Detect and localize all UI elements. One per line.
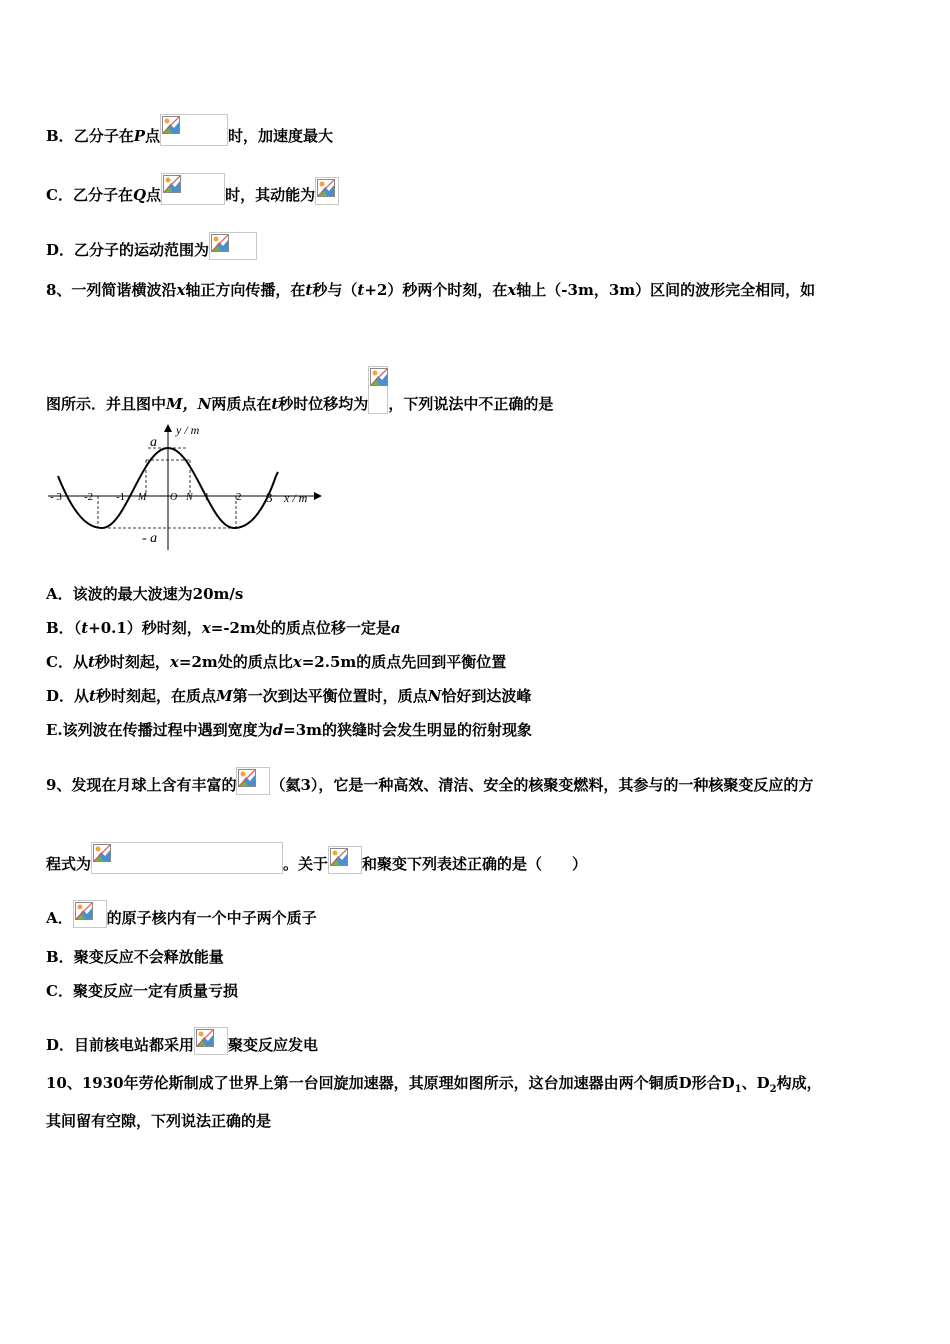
tick-label: 3 [266, 490, 273, 505]
q9-stem-line1: 9、发现在月球上含有丰富的 （氦3），它是一种高效、清洁、安全的核聚变燃料，其参与的一种核聚变反应的方 [46, 767, 813, 795]
broken-image-icon [160, 114, 228, 146]
tick-label: 1 [204, 491, 210, 503]
wave-graph [44, 420, 324, 555]
q9-option-c: C．聚变反应一定有质量亏损 [46, 982, 238, 1000]
q9-stem-line2: 程式为 。关于 和聚变下列表述正确的是（ ） [46, 842, 587, 874]
option-letter: C． [46, 186, 73, 204]
option-letter: D． [46, 241, 75, 259]
q8-option-a: A．该波的最大波速为20m/s [46, 585, 244, 603]
x-axis-arrow [314, 492, 322, 500]
tick-label: O [170, 492, 178, 503]
q7-option-b: B．乙分子在P点 时，加速度最大 [46, 114, 333, 146]
neg-amplitude-label: - a [142, 531, 158, 546]
q10-stem-line1: 10、1930年劳伦斯制成了世界上第一台回旋加速器，其原理如图所示，这台加速器由两个铜质D形合$D_1$、$D_2$构成， [46, 1074, 822, 1095]
tick-label: -1 [116, 491, 126, 503]
option-letter: C． [46, 982, 73, 1000]
q7-option-c: C．乙分子在Q点 时，其动能为 [46, 173, 339, 205]
q8-option-d: D．从t秒时刻起，在质点M第一次到达平衡位置时，质点N恰好到达波峰 [46, 687, 532, 705]
q8-stem-line1: 8、一列简谐横波沿x轴正方向传播，在t秒与（t+2）秒两个时刻，在x轴上（-3m，3m）区间的波形完全相同，如 [46, 281, 816, 299]
tick-label: -2 [84, 491, 94, 503]
q9-option-b: B．聚变反应不会释放能量 [46, 948, 224, 966]
broken-image-icon [194, 1027, 228, 1055]
broken-image-icon [368, 366, 388, 414]
tick-label: - 3 [50, 491, 62, 503]
x-axis-label: x / m [284, 491, 308, 505]
q8-stem-line2: 图所示．并且图中M，N两质点在t秒时位移均为 ，下列说法中不正确的是 [46, 366, 553, 414]
tick-label: 2 [236, 491, 242, 503]
broken-image-icon [161, 173, 225, 205]
broken-image-icon [236, 767, 270, 795]
y-axis-arrow [164, 424, 172, 432]
tick-label: N [186, 492, 193, 503]
q8-option-c: C．从t秒时刻起，x=2m处的质点比x=2.5m的质点先回到平衡位置 [46, 653, 507, 671]
option-letter: B． [46, 127, 74, 145]
broken-image-icon [315, 177, 339, 205]
q9-option-d: D．目前核电站都采用 聚变反应发电 [46, 1027, 318, 1055]
q8-option-e: E.该列波在传播过程中遇到宽度为d=3m的狭缝时会发生明显的衍射现象 [46, 721, 533, 739]
y-axis-label: y / m [176, 423, 200, 437]
broken-image-icon [91, 842, 283, 874]
amplitude-label: a [150, 435, 157, 450]
q9-option-a: A． 的原子核内有一个中子两个质子 [46, 900, 317, 928]
tick-label: M [138, 492, 147, 503]
q8-option-b: B．（t+0.1）秒时刻，x=-2m处的质点位移一定是a [46, 619, 401, 637]
broken-image-icon [328, 846, 362, 874]
option-letter: C． [46, 653, 73, 671]
option-letter: D． [46, 687, 75, 705]
q10-stem-line2: 其间留有空隙，下列说法正确的是 [46, 1112, 272, 1130]
option-letter: A． [46, 585, 73, 603]
option-letter: D． [46, 1036, 75, 1054]
broken-image-icon [209, 232, 257, 260]
option-letter: B． [46, 948, 74, 966]
option-letter: B． [46, 619, 74, 637]
broken-image-icon [73, 900, 107, 928]
option-letter: A． [46, 909, 73, 927]
q7-option-d: D．乙分子的运动范围为 [46, 232, 257, 260]
